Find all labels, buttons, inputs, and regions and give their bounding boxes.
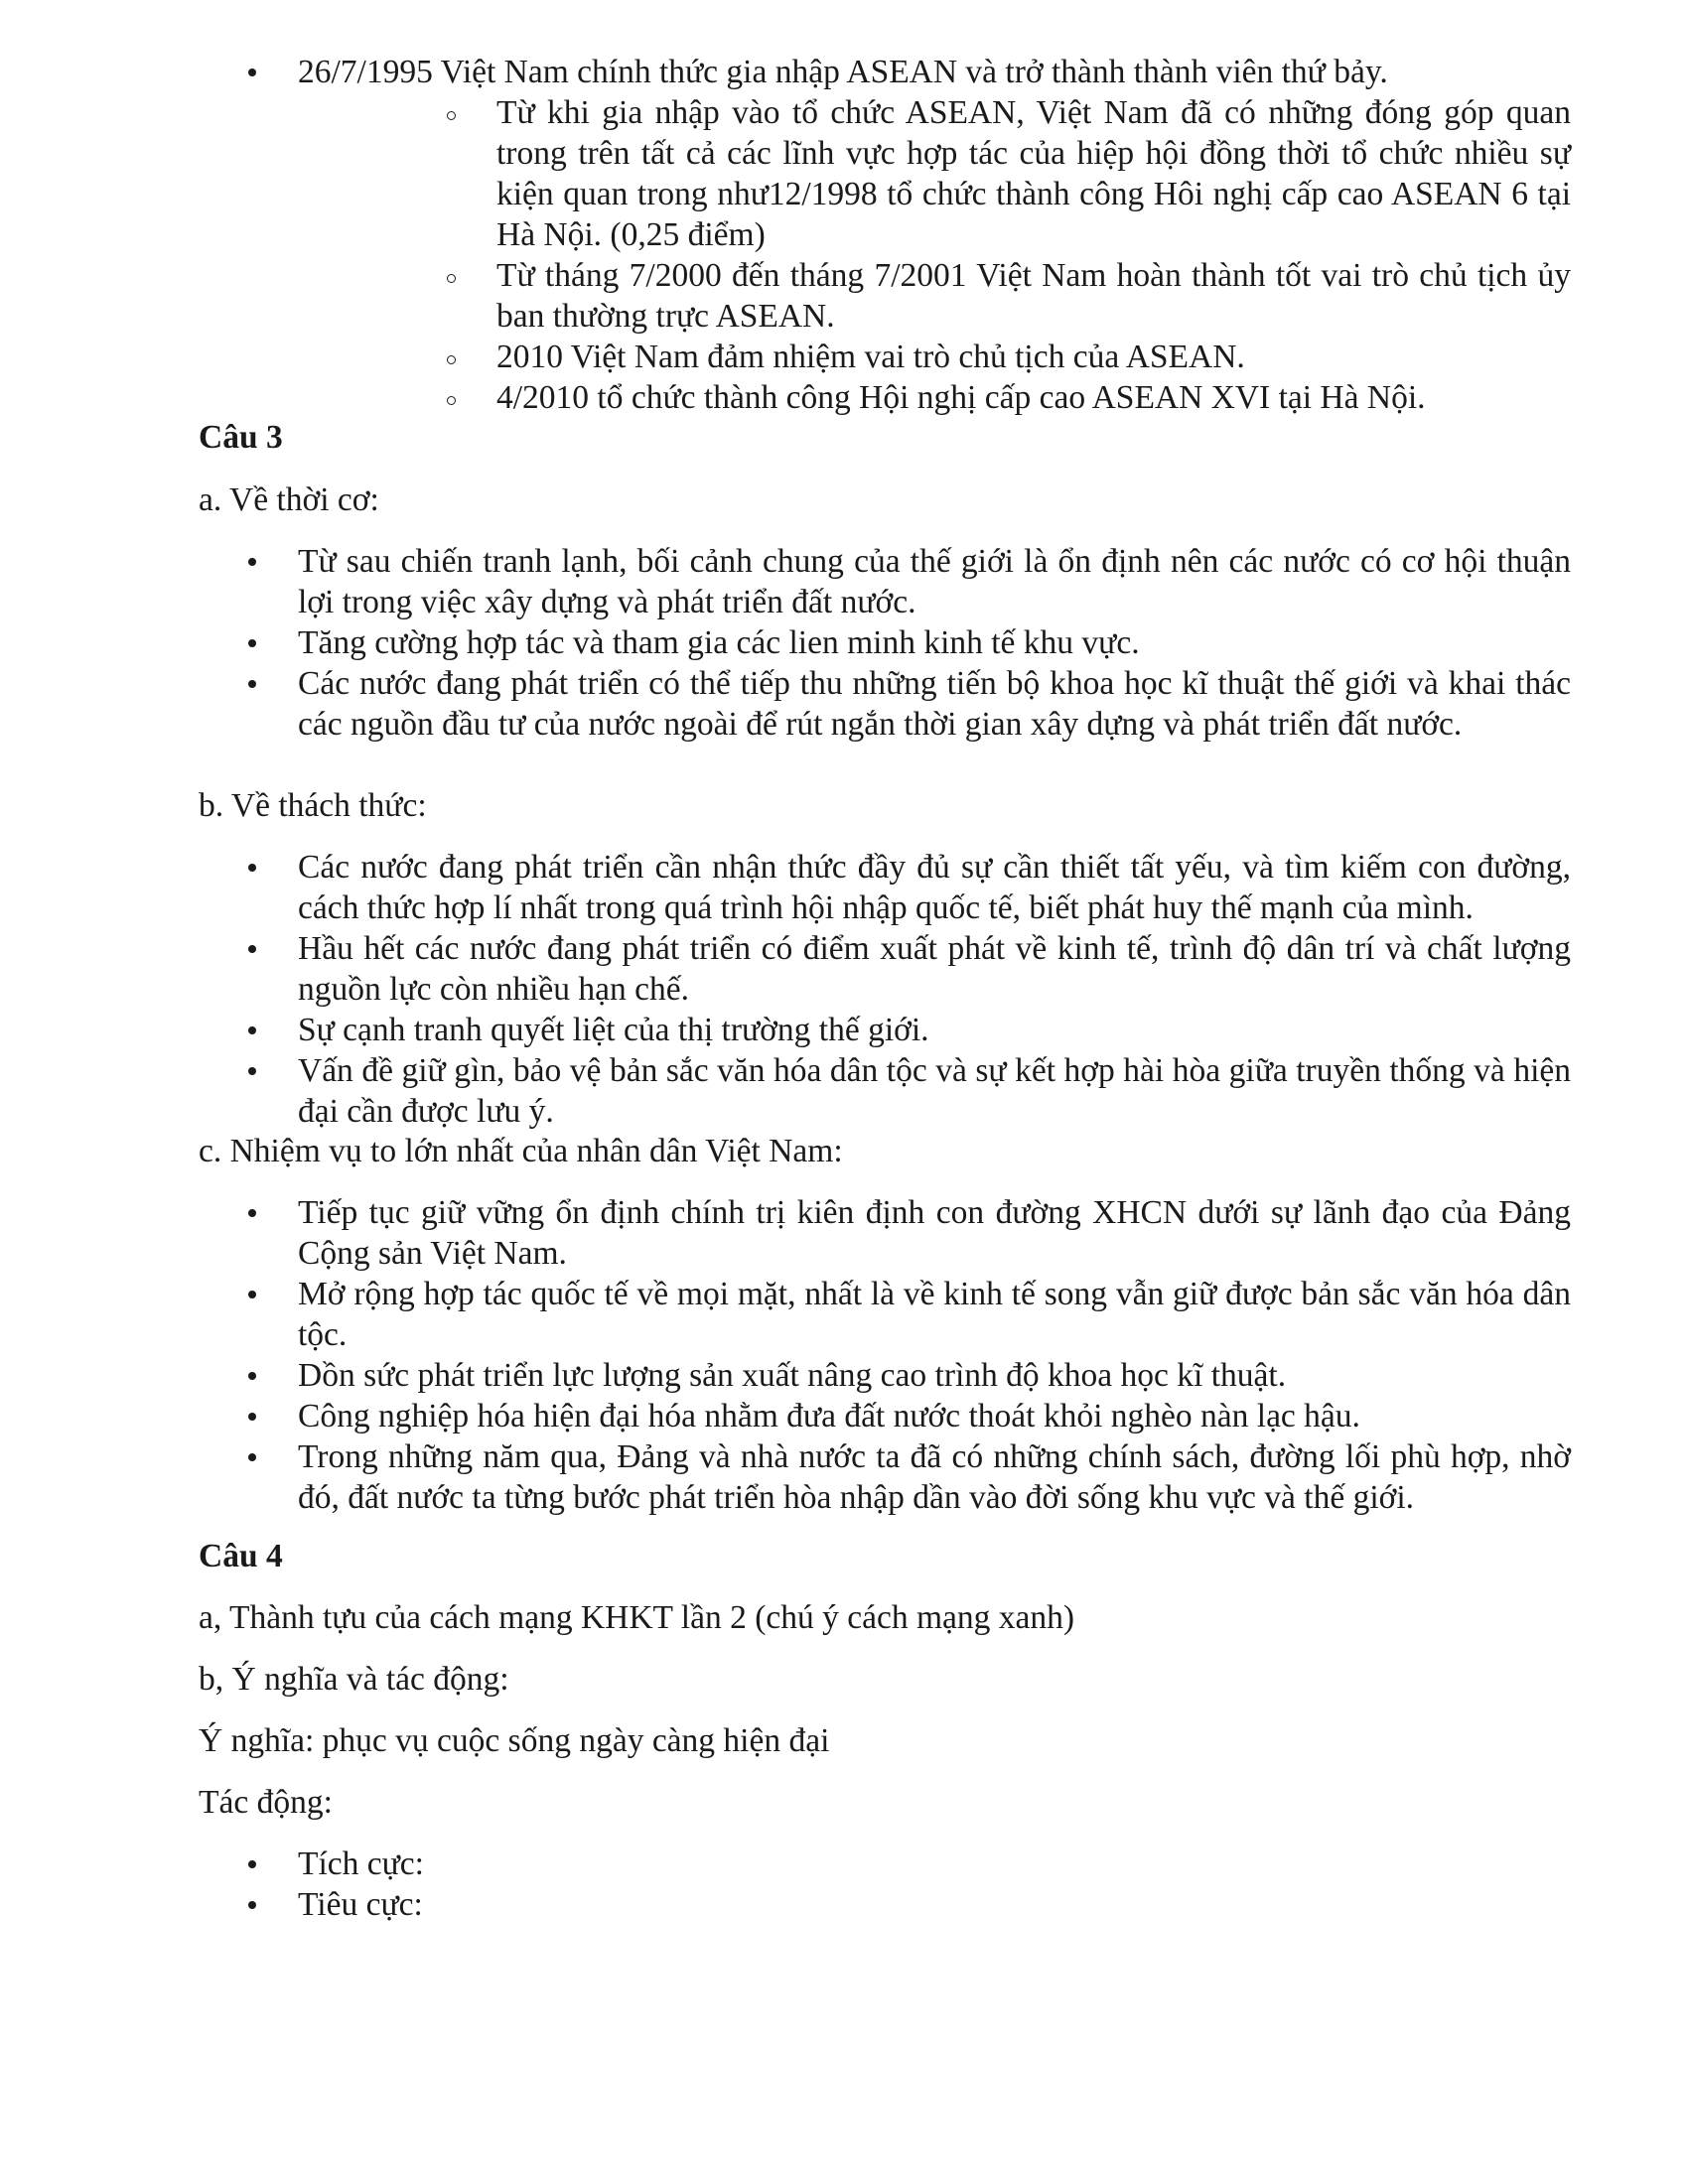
cau4-impact-line: Tác động: bbox=[199, 1784, 333, 1821]
cau3-a-list bbox=[199, 541, 1571, 745]
list-item: Vấn đề giữ gìn, bảo vệ bản sắc văn hóa dân tộc và sự kết hợp hài hòa giữa truyền thống và hiện đại cần được lưu ý. bbox=[199, 1050, 1571, 1132]
asean-section bbox=[199, 52, 1571, 418]
cau4-heading: Câu 4 bbox=[199, 1538, 283, 1574]
cau3-b-list bbox=[199, 847, 1571, 1132]
sub-list bbox=[298, 92, 1571, 418]
cau4-a-line: a, Thành tựu của cách mạng KHKT lần 2 (chú ý cách mạng xanh) bbox=[199, 1599, 1075, 1636]
list-item: Tiếp tục giữ vững ổn định chính trị kiên định con đường XHCN dưới sự lãnh đạo của Đảng Cộng sản Việt Nam. bbox=[199, 1192, 1571, 1274]
list-item: Hầu hết các nước đang phát triển có điểm xuất phát về kinh tế, trình độ dân trí và chất lượng nguồn lực còn nhiều hạn chế. bbox=[199, 928, 1571, 1010]
sub-list-item: 2010 Việt Nam đảm nhiệm vai trò chủ tịch của ASEAN. bbox=[298, 337, 1571, 377]
list-item: Các nước đang phát triển có thể tiếp thu những tiến bộ khoa học kĩ thuật thế giới và khai thác các nguồn đầu tư của nước ngoài để rút ngắn thời gian xây dựng và phát triển đất nước. bbox=[199, 663, 1571, 745]
sub-list-item: Từ tháng 7/2000 đến tháng 7/2001 Việt Nam hoàn thành tốt vai trò chủ tịch ủy ban thường trực ASEAN. bbox=[298, 255, 1571, 337]
list-item: Sự cạnh tranh quyết liệt của thị trường thế giới. bbox=[199, 1010, 1571, 1050]
sub-list-item: Từ khi gia nhập vào tổ chức ASEAN, Việt Nam đã có những đóng góp quan trong trên tất cả các lĩnh vực hợp tác của hiệp hội đồng thời tổ chức nhiều sự kiện quan trong như12/1998 tổ chức thành công Hôi nghị cấp cao ASEAN 6 tại Hà Nội. (0,25 điểm) bbox=[298, 92, 1571, 255]
cau4-meaning-line: Ý nghĩa: phục vụ cuộc sống ngày càng hiện đại bbox=[199, 1722, 830, 1759]
list-item: Tích cực: bbox=[199, 1843, 1571, 1884]
cau3-heading: Câu 3 bbox=[199, 419, 283, 456]
list-item: Tiêu cực: bbox=[199, 1884, 1571, 1925]
list-item: Trong những năm qua, Đảng và nhà nước ta đã có những chính sách, đường lối phù hợp, nhờ đó, đất nước ta từng bước phát triển hòa nhập dần vào đời sống khu vực và thế giới. bbox=[199, 1436, 1571, 1518]
list-item: Các nước đang phát triển cần nhận thức đầy đủ sự cần thiết tất yếu, và tìm kiếm con đường, cách thức hợp lí nhất trong quá trình hội nhập quốc tế, biết phát huy thế mạnh của mình. bbox=[199, 847, 1571, 928]
list-item bbox=[199, 52, 1571, 418]
cau3-a-title: a. Về thời cơ: bbox=[199, 481, 379, 518]
list-item: Mở rộng hợp tác quốc tế về mọi mặt, nhất là về kinh tế song vẫn giữ được bản sắc văn hóa dân tộc. bbox=[199, 1274, 1571, 1355]
list-item: Dồn sức phát triển lực lượng sản xuất nâng cao trình độ khoa học kĩ thuật. bbox=[199, 1355, 1571, 1396]
list-item-text: 26/7/1995 Việt Nam chính thức gia nhập ASEAN và trở thành thành viên thứ bảy. bbox=[298, 54, 1388, 90]
cau3-c-list bbox=[199, 1192, 1571, 1518]
cau4-impact-list bbox=[199, 1843, 1571, 1925]
cau3-b-title: b. Về thách thức: bbox=[199, 787, 427, 824]
cau4-b-line: b, Ý nghĩa và tác động: bbox=[199, 1661, 509, 1698]
sub-list-item: 4/2010 tổ chức thành công Hội nghị cấp cao ASEAN XVI tại Hà Nội. bbox=[298, 377, 1571, 418]
list-item: Từ sau chiến tranh lạnh, bối cảnh chung của thế giới là ổn định nên các nước có cơ hội thuận lợi trong việc xây dựng và phát triển đất nước. bbox=[199, 541, 1571, 622]
list-item: Công nghiệp hóa hiện đại hóa nhằm đưa đất nước thoát khỏi nghèo nàn lạc hậu. bbox=[199, 1396, 1571, 1436]
cau3-c-title: c. Nhiệm vụ to lớn nhất của nhân dân Việt Nam: bbox=[199, 1133, 843, 1169]
list-item: Tăng cường hợp tác và tham gia các lien minh kinh tế khu vực. bbox=[199, 622, 1571, 663]
